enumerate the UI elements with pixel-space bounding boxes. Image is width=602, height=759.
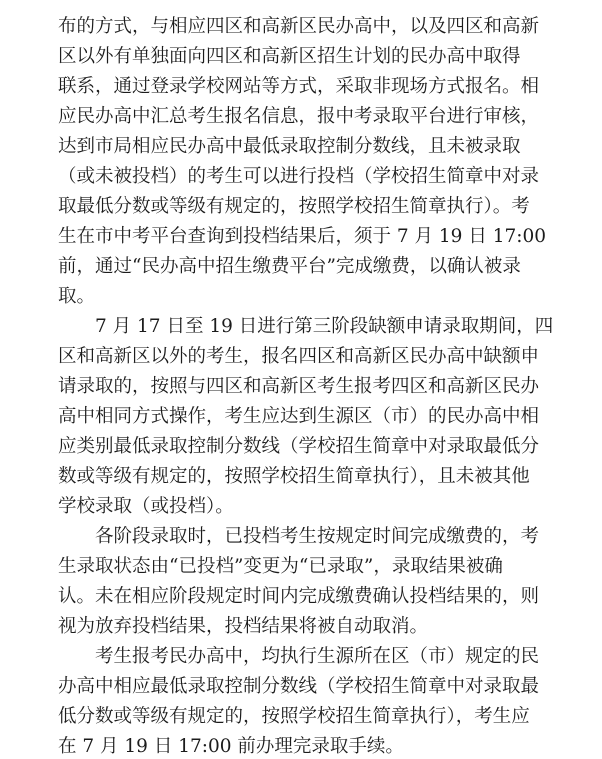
text-line: 区以外有单独面向四区和高新区招生计划的民办高中取得 [58,46,521,67]
paragraph-first-line: 7 月 17 日至 19 日进行第三阶段缺额申请录取期间，四 [95,316,554,337]
text-line: 请录取的，按照与四区和高新区考生报考四区和高新区民办 [58,376,540,397]
paragraph-first-line: 各阶段录取时，已投档考生按规定时间完成缴费的，考 [95,526,540,547]
text-line: 达到市局相应民办高中最低录取控制分数线，且未被录取 [58,136,521,157]
text-line: 认。未在相应阶段规定时间内完成缴费确认投档结果的，则 [58,586,540,607]
text-line: （或未被投档）的考生可以进行投档（学校招生简章中对录 [58,166,540,187]
text-line: 生录取状态由“已投档”变更为“已录取”，录取结果被确 [58,556,503,577]
text-line: 应类别最低录取控制分数线（学校招生简章中对录取最低分 [58,436,540,457]
text-line: 取。 [58,286,96,307]
text-line: 低分数或等级有规定的，按照学校招生简章执行），考生应 [58,706,530,727]
text-line: 生在市中考平台查询到投档结果后，须于 7 月 19 日 17:00 [58,226,547,247]
text-line: 高中相同方式操作，考生应达到生源区（市）的民办高中相 [58,406,540,427]
text-line: 数或等级有规定的，按照学校招生简章执行），且未被其他 [58,466,530,487]
text-line: 在 7 月 19 日 17:00 前办理完录取手续。 [58,736,404,757]
text-line: 学校录取（或投档）。 [58,496,234,517]
paragraph-first-line: 考生报考民办高中，均执行生源所在区（市）规定的民 [95,646,540,667]
text-line: 视为放弃投档结果，投档结果将被自动取消。 [58,616,429,637]
text-line: 联系，通过登录学校网站等方式，采取非现场方式报名。相 [58,76,540,97]
text-line: 前，通过“民办高中招生缴费平台”完成缴费，以确认被录 [58,256,521,277]
text-line: 区和高新区以外的考生，报名四区和高新区民办高中缺额申 [58,346,540,367]
text-line: 布的方式，与相应四区和高新区民办高中，以及四区和高新 [58,16,540,37]
text-line: 办高中相应最低录取控制分数线（学校招生简章中对录取最 [58,676,540,697]
text-line: 取最低分数或等级有规定的，按照学校招生简章执行）。考 [58,196,530,217]
text-line: 应民办高中汇总考生报名信息，报中考录取平台进行审核， [58,106,540,127]
